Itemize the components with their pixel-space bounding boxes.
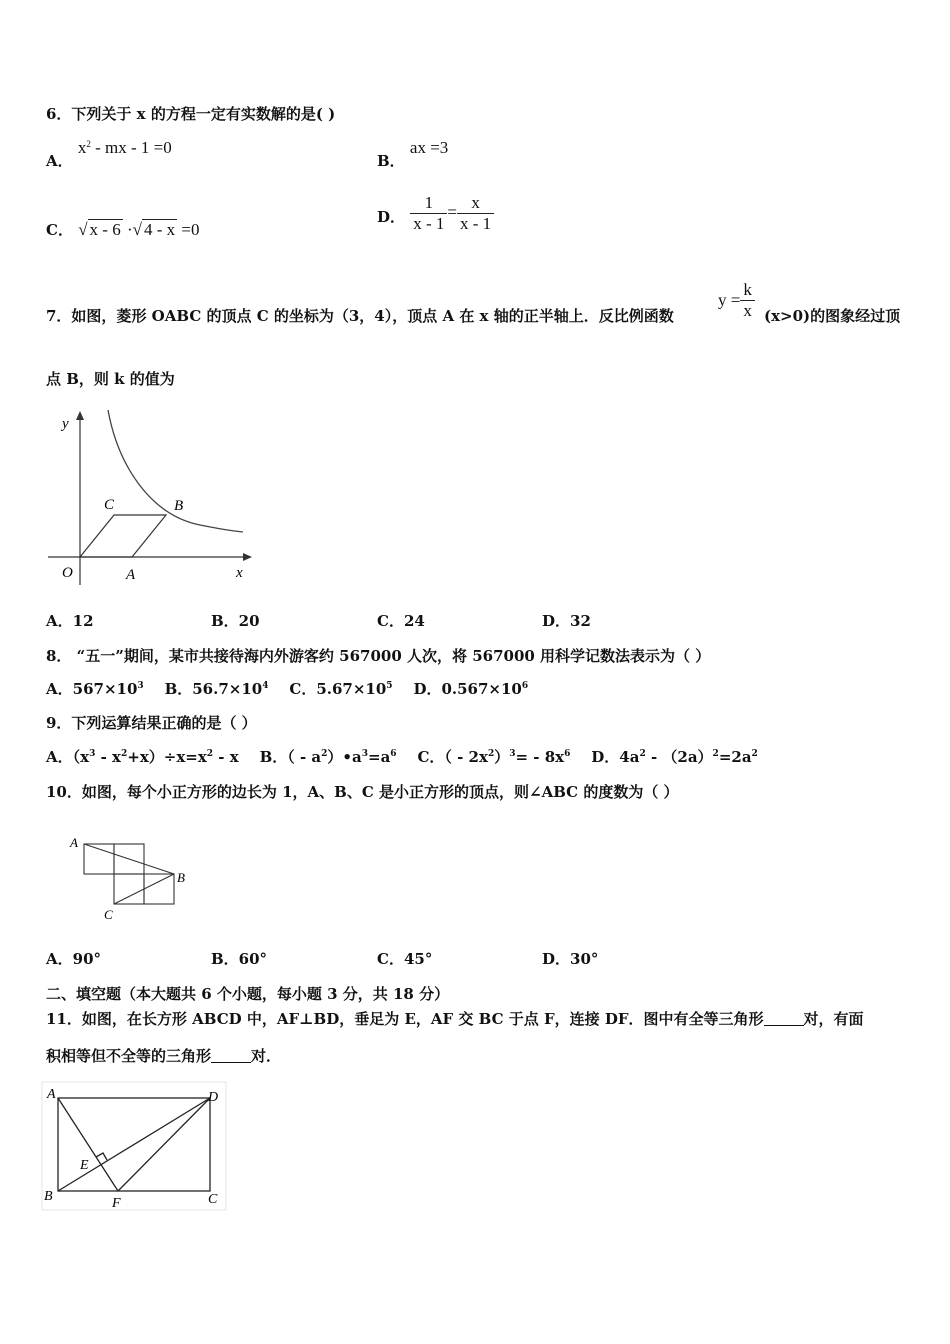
q9-d-exp1: 2 — [639, 749, 646, 759]
q6-option-a-rest: - mx - 1 =0 — [90, 138, 172, 157]
q9-option-b[interactable] — [260, 748, 397, 766]
q9-option-a[interactable] — [46, 748, 239, 766]
q9-a-exp1: 3 — [89, 749, 96, 759]
q8-option-b-exp: 4 — [262, 681, 269, 691]
q9-option-d[interactable] — [591, 748, 758, 766]
q8-option-c[interactable] — [289, 680, 392, 698]
q6-option-a-label: A． — [46, 152, 73, 170]
label-a: A — [126, 567, 136, 583]
q9-a-part4: - x — [213, 748, 239, 766]
q10-option-d[interactable]: D．30° — [542, 950, 599, 968]
q9-a-exp3: 2 — [206, 749, 214, 759]
q8-option-d-base: D．0.567×10 — [413, 680, 522, 698]
q9-option-c[interactable] — [417, 748, 570, 766]
q9-c-part1: C．（ - 2x — [417, 748, 488, 766]
label-c: C — [104, 907, 113, 922]
q9-c-part3: = - 8x — [515, 748, 565, 766]
q7-stem-line2: 点 B，则 k 的值为 — [46, 370, 175, 388]
grid-square-4 — [144, 874, 174, 904]
segment-ab — [84, 844, 174, 874]
q6-option-d-num2: x — [457, 193, 494, 214]
q9-b-exp2: 3 — [361, 749, 368, 759]
q9-options — [46, 746, 758, 767]
q8-option-d[interactable] — [413, 680, 528, 698]
label-c: C — [208, 1192, 218, 1207]
q7-option-d[interactable]: D．32 — [542, 612, 591, 630]
q8-option-b[interactable] — [165, 680, 269, 698]
label-e: E — [80, 1158, 89, 1173]
q6-option-d-den2: x - 1 — [460, 214, 492, 233]
q7-function-lhs: y = — [718, 290, 741, 310]
q8-option-b-base: B．56.7×10 — [164, 680, 263, 698]
section2-title: 二、填空题（本大题共 6 个小题，每小题 3 分，共 18 分） — [46, 985, 450, 1003]
q8-option-a[interactable] — [46, 680, 144, 698]
sqrt-icon: √ — [132, 220, 142, 239]
q6-option-b[interactable] — [377, 138, 449, 170]
q10-option-a[interactable]: A．90° — [46, 950, 102, 968]
q6-option-a-var: x — [77, 138, 87, 157]
q6-option-b-expr: ax =3 — [409, 138, 449, 157]
q7-function-den: x — [743, 301, 752, 320]
q6-option-b-label: B． — [377, 152, 405, 170]
q6-option-d-num1: 1 — [410, 193, 447, 214]
q9-d-part3: =2a — [718, 748, 752, 766]
q11-answer-blank-2[interactable] — [211, 1048, 251, 1063]
segment-af — [58, 1098, 118, 1191]
q9-c-exp2: 3 — [509, 749, 516, 759]
label-y: y — [62, 416, 69, 432]
q6-option-c-label: C． — [46, 221, 73, 239]
q9-c-exp3: 6 — [564, 749, 571, 759]
q7-stem-part2: (x>0)的图象经过顶 — [764, 307, 901, 325]
q7-option-b[interactable]: B．20 — [211, 612, 260, 630]
label-f: F — [112, 1196, 121, 1211]
q9-d-part2: - （2a） — [645, 748, 713, 766]
q9-b-part3: =a — [368, 748, 391, 766]
q9-stem: 9．下列运算结果正确的是（ ） — [46, 714, 257, 732]
q9-d-exp3: 2 — [751, 749, 758, 759]
q9-a-part1: A．（x — [46, 748, 90, 766]
q7-option-c[interactable]: C．24 — [377, 612, 425, 630]
q9-d-part1: D．4a — [591, 748, 640, 766]
q6-option-a[interactable] — [46, 138, 172, 170]
q11-stem-part2: 对，有面 — [803, 1010, 864, 1028]
q7-function-num: k — [740, 280, 755, 301]
q8-option-c-exp: 5 — [386, 681, 393, 691]
q7-function — [718, 280, 755, 321]
q7-figure — [40, 405, 265, 585]
q6-option-c-rest: =0 — [177, 220, 200, 239]
label-a: A — [70, 835, 78, 850]
q9-b-exp1: 2 — [321, 749, 328, 759]
label-d: D — [208, 1090, 219, 1105]
q9-b-exp3: 6 — [390, 749, 397, 759]
q11-stem-line1 — [46, 1008, 864, 1029]
rhombus-oabc — [80, 515, 166, 557]
q10-stem: 10．如图，每个小正方形的边长为 1，A、B、C 是小正方形的顶点，则∠ABC 的度数为（ ） — [46, 783, 679, 801]
q8-option-d-exp: 6 — [521, 681, 529, 691]
q9-c-exp1: 2 — [487, 749, 495, 759]
q6-option-c-radicand2: 4 - x — [143, 220, 176, 239]
q6-stem: 6．下列关于 x 的方程一定有实数解的是( ) — [46, 105, 336, 123]
q11-stem-line2-part1: 积相等但不全等的三角形 — [46, 1047, 212, 1065]
q8-option-a-exp: 3 — [137, 681, 144, 691]
label-c: C — [104, 497, 115, 513]
q11-stem-part1: 11．如图，在长方形 ABCD 中，AF⊥BD，垂足为 E，AF 交 BC 于点 F，连接 DF．图中有全等三角形 — [46, 1010, 764, 1028]
label-b: B — [177, 870, 185, 885]
q11-stem-line2 — [46, 1045, 281, 1066]
q6-option-d-frac2 — [457, 193, 494, 234]
q9-d-exp2: 2 — [712, 749, 719, 759]
q9-a-exp2: 2 — [120, 749, 128, 759]
q8-option-a-base: A．567×10 — [46, 680, 138, 698]
diagonal-bd — [58, 1098, 210, 1191]
q6-option-c[interactable] — [46, 219, 199, 240]
segment-df — [118, 1098, 210, 1191]
q10-option-c[interactable]: C．45° — [377, 950, 433, 968]
q8-stem: 8． “五一”期间，某市共接待海内外游客约 567000 人次，将 567000 用科学记数法表示为（ ） — [46, 647, 711, 665]
q6-option-d-label: D． — [377, 207, 406, 226]
q11-rectangle-figure — [40, 1080, 230, 1212]
q10-grid-figure — [64, 830, 194, 925]
q6-option-c-radicand1: x - 6 — [89, 220, 121, 239]
q9-b-part2: ）•a — [327, 748, 362, 766]
label-a: A — [47, 1087, 56, 1102]
q6-option-d-eq: = — [447, 202, 458, 222]
q9-a-part2: - x — [95, 748, 121, 766]
label-x: x — [236, 565, 243, 581]
q8-option-c-base: C．5.67×10 — [289, 680, 387, 698]
q6-option-d-frac1 — [410, 193, 447, 234]
q9-b-part1: B．（ - a — [259, 748, 322, 766]
q6-option-d[interactable] — [377, 193, 494, 234]
q6-option-d-den1: x - 1 — [413, 214, 445, 233]
q7-option-a[interactable]: A．12 — [46, 612, 94, 630]
q8-options — [46, 678, 528, 699]
label-b: B — [44, 1189, 53, 1204]
label-b: B — [174, 498, 184, 514]
label-o: O — [62, 565, 73, 581]
q6-option-a-exp: 2 — [86, 139, 91, 149]
q9-c-part2: ） — [494, 748, 510, 766]
q11-stem-line2-part2: 对． — [251, 1047, 282, 1065]
q7-function-frac — [740, 280, 755, 321]
q6-option-c-dot: · — [126, 220, 133, 239]
y-axis-arrow-icon — [76, 411, 84, 420]
q9-a-part3: +x）÷x=x — [127, 748, 207, 766]
q11-answer-blank-1[interactable] — [764, 1011, 804, 1026]
sqrt-icon: √ — [78, 220, 88, 239]
grid-square-3 — [114, 874, 144, 904]
x-axis-arrow-icon — [243, 553, 252, 561]
q7-stem-part1: 7．如图，菱形 OABC 的顶点 C 的坐标为（3，4），顶点 A 在 x 轴的正半轴上．反比例函数 — [46, 307, 674, 325]
q10-option-b[interactable]: B．60° — [211, 950, 268, 968]
